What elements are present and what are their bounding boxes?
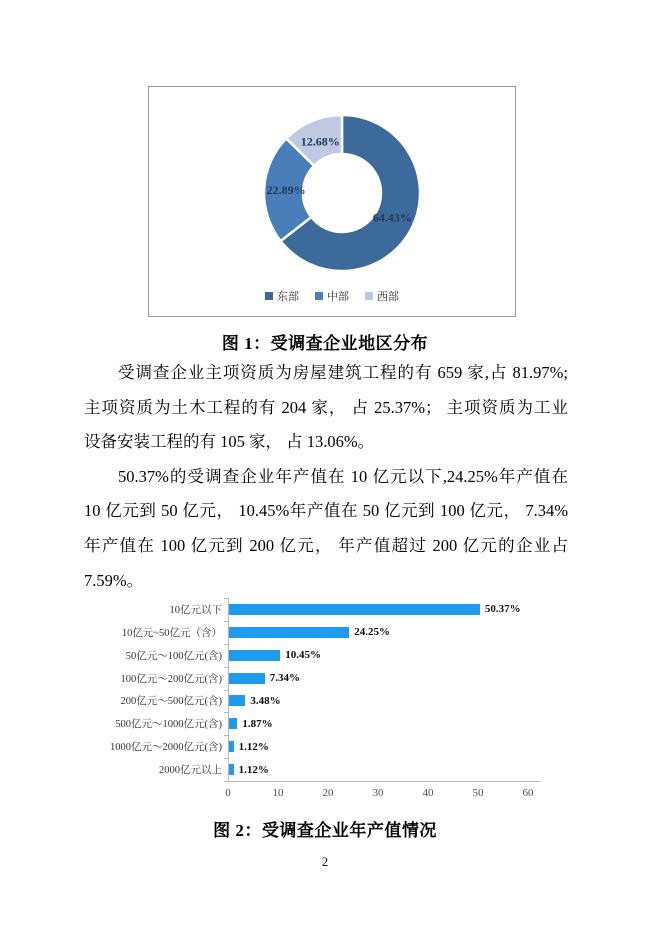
bar-value-label: 24.25% — [354, 626, 390, 639]
figure2-bar-chart — [98, 598, 578, 805]
bar-row — [98, 712, 578, 735]
bar-track — [228, 690, 578, 713]
body-text — [84, 356, 568, 598]
legend-swatch-icon — [265, 292, 273, 300]
legend-label: 西部 — [377, 291, 399, 303]
bar-category-label: 10亿元~50亿元（含） — [121, 627, 222, 639]
y-axis-tick — [224, 690, 228, 691]
legend-item-西部 — [365, 288, 399, 304]
legend-swatch-icon — [365, 292, 373, 300]
bar-value-label: 10.45% — [285, 649, 321, 662]
x-axis-tick-label: 50 — [472, 787, 484, 799]
y-axis-tick — [224, 735, 228, 736]
legend-item-东部 — [265, 288, 299, 304]
bar — [228, 627, 349, 638]
pie-data-label: 64.43% — [372, 210, 412, 225]
bar — [228, 650, 280, 661]
pie-data-label: 22.89% — [266, 182, 306, 197]
y-axis-tick — [224, 781, 228, 782]
bar-value-label: 7.34% — [269, 672, 300, 685]
pie-data-label: 12.68% — [300, 134, 340, 149]
bar-category-label: 10亿元以下 — [169, 604, 222, 616]
bar-value-label: 1.12% — [238, 763, 269, 776]
x-axis-tick-label: 20 — [322, 787, 334, 799]
x-axis-tick-label: 10 — [272, 787, 284, 799]
bar-track — [228, 758, 578, 781]
y-axis-line — [228, 598, 229, 781]
x-axis-tick-label: 30 — [372, 787, 384, 799]
paragraph-1-line-3: 设备安装工程的有 105 家， 占 13.06%。 — [84, 432, 375, 452]
bar-category-label: 2000亿元以上 — [159, 765, 222, 777]
x-axis-tick-label: 40 — [422, 787, 434, 799]
bar-category-label: 500亿元～1000亿元(含) — [115, 719, 222, 731]
figure2-caption: 图 2：受调查企业年产值情况 — [213, 821, 437, 840]
bar-value-label: 1.87% — [242, 717, 273, 730]
figure1-caption: 图 1：受调查企业地区分布 — [221, 334, 429, 353]
bar-track — [228, 644, 578, 667]
bar-track — [228, 598, 578, 621]
legend-item-中部 — [315, 288, 349, 304]
y-axis-tick — [224, 598, 228, 599]
y-axis-tick — [224, 712, 228, 713]
bar-row — [98, 735, 578, 758]
legend-label: 东部 — [277, 291, 299, 303]
y-axis-tick — [224, 667, 228, 668]
bar-track — [228, 667, 578, 690]
bar-track — [228, 621, 578, 644]
x-axis-tick-label: 60 — [522, 787, 534, 799]
bar — [228, 718, 237, 729]
bar-rows — [98, 598, 578, 781]
bar-category-label: 200亿元～500亿元(含) — [120, 696, 222, 708]
bar-row — [98, 690, 578, 713]
figure1-pie-chart-frame — [148, 86, 516, 317]
y-axis-tick — [224, 644, 228, 645]
chart-legend — [149, 288, 515, 304]
x-axis-tick-label: 0 — [225, 787, 231, 799]
bar — [228, 673, 265, 684]
paragraph-2-line-4: 7.59%。 — [84, 570, 144, 590]
y-axis-tick — [224, 758, 228, 759]
paragraph-2-line-2: 10 亿元到 50 亿元， 10.45%年产值在 50 亿元到 100 亿元， 7.34% — [84, 501, 568, 521]
bar-row — [98, 598, 578, 621]
bar-value-label: 1.12% — [238, 740, 269, 753]
x-axis-line — [228, 781, 540, 782]
paragraph-1-line-2: 主项资质为土木工程的有 204 家， 占 25.37%； 主项资质为工业 — [84, 397, 568, 417]
paragraph-2-line-1: 50.37%的受调查企业年产值在 10 亿元以下,24.25%年产值在 — [118, 466, 568, 486]
bar-category-label: 100亿元～200亿元(含) — [120, 673, 222, 685]
paragraph-2-line-3: 年产值在 100 亿元到 200 亿元， 年产值超过 200 亿元的企业占 — [84, 535, 568, 555]
bar — [228, 695, 245, 706]
bar-row — [98, 644, 578, 667]
bar-row — [98, 621, 578, 644]
bar-category-label: 1000亿元～2000亿元(含) — [110, 742, 222, 754]
bar-row — [98, 667, 578, 690]
bar-value-label: 50.37% — [484, 603, 521, 616]
legend-label: 中部 — [327, 291, 349, 303]
bar-track — [228, 735, 578, 758]
donut-chart — [149, 87, 514, 315]
paragraph-1-line-1: 受调查企业主项资质为房屋建筑工程的有 659 家,占 81.97%; — [118, 363, 568, 382]
y-axis-tick — [224, 621, 228, 622]
page-number: 2 — [321, 855, 329, 869]
bar-value-label: 3.48% — [250, 694, 281, 707]
legend-swatch-icon — [315, 292, 323, 300]
bar-category-label: 50亿元～100亿元(含) — [125, 650, 222, 662]
bar — [228, 604, 480, 615]
bar-track — [228, 712, 578, 735]
bar-row — [98, 758, 578, 781]
